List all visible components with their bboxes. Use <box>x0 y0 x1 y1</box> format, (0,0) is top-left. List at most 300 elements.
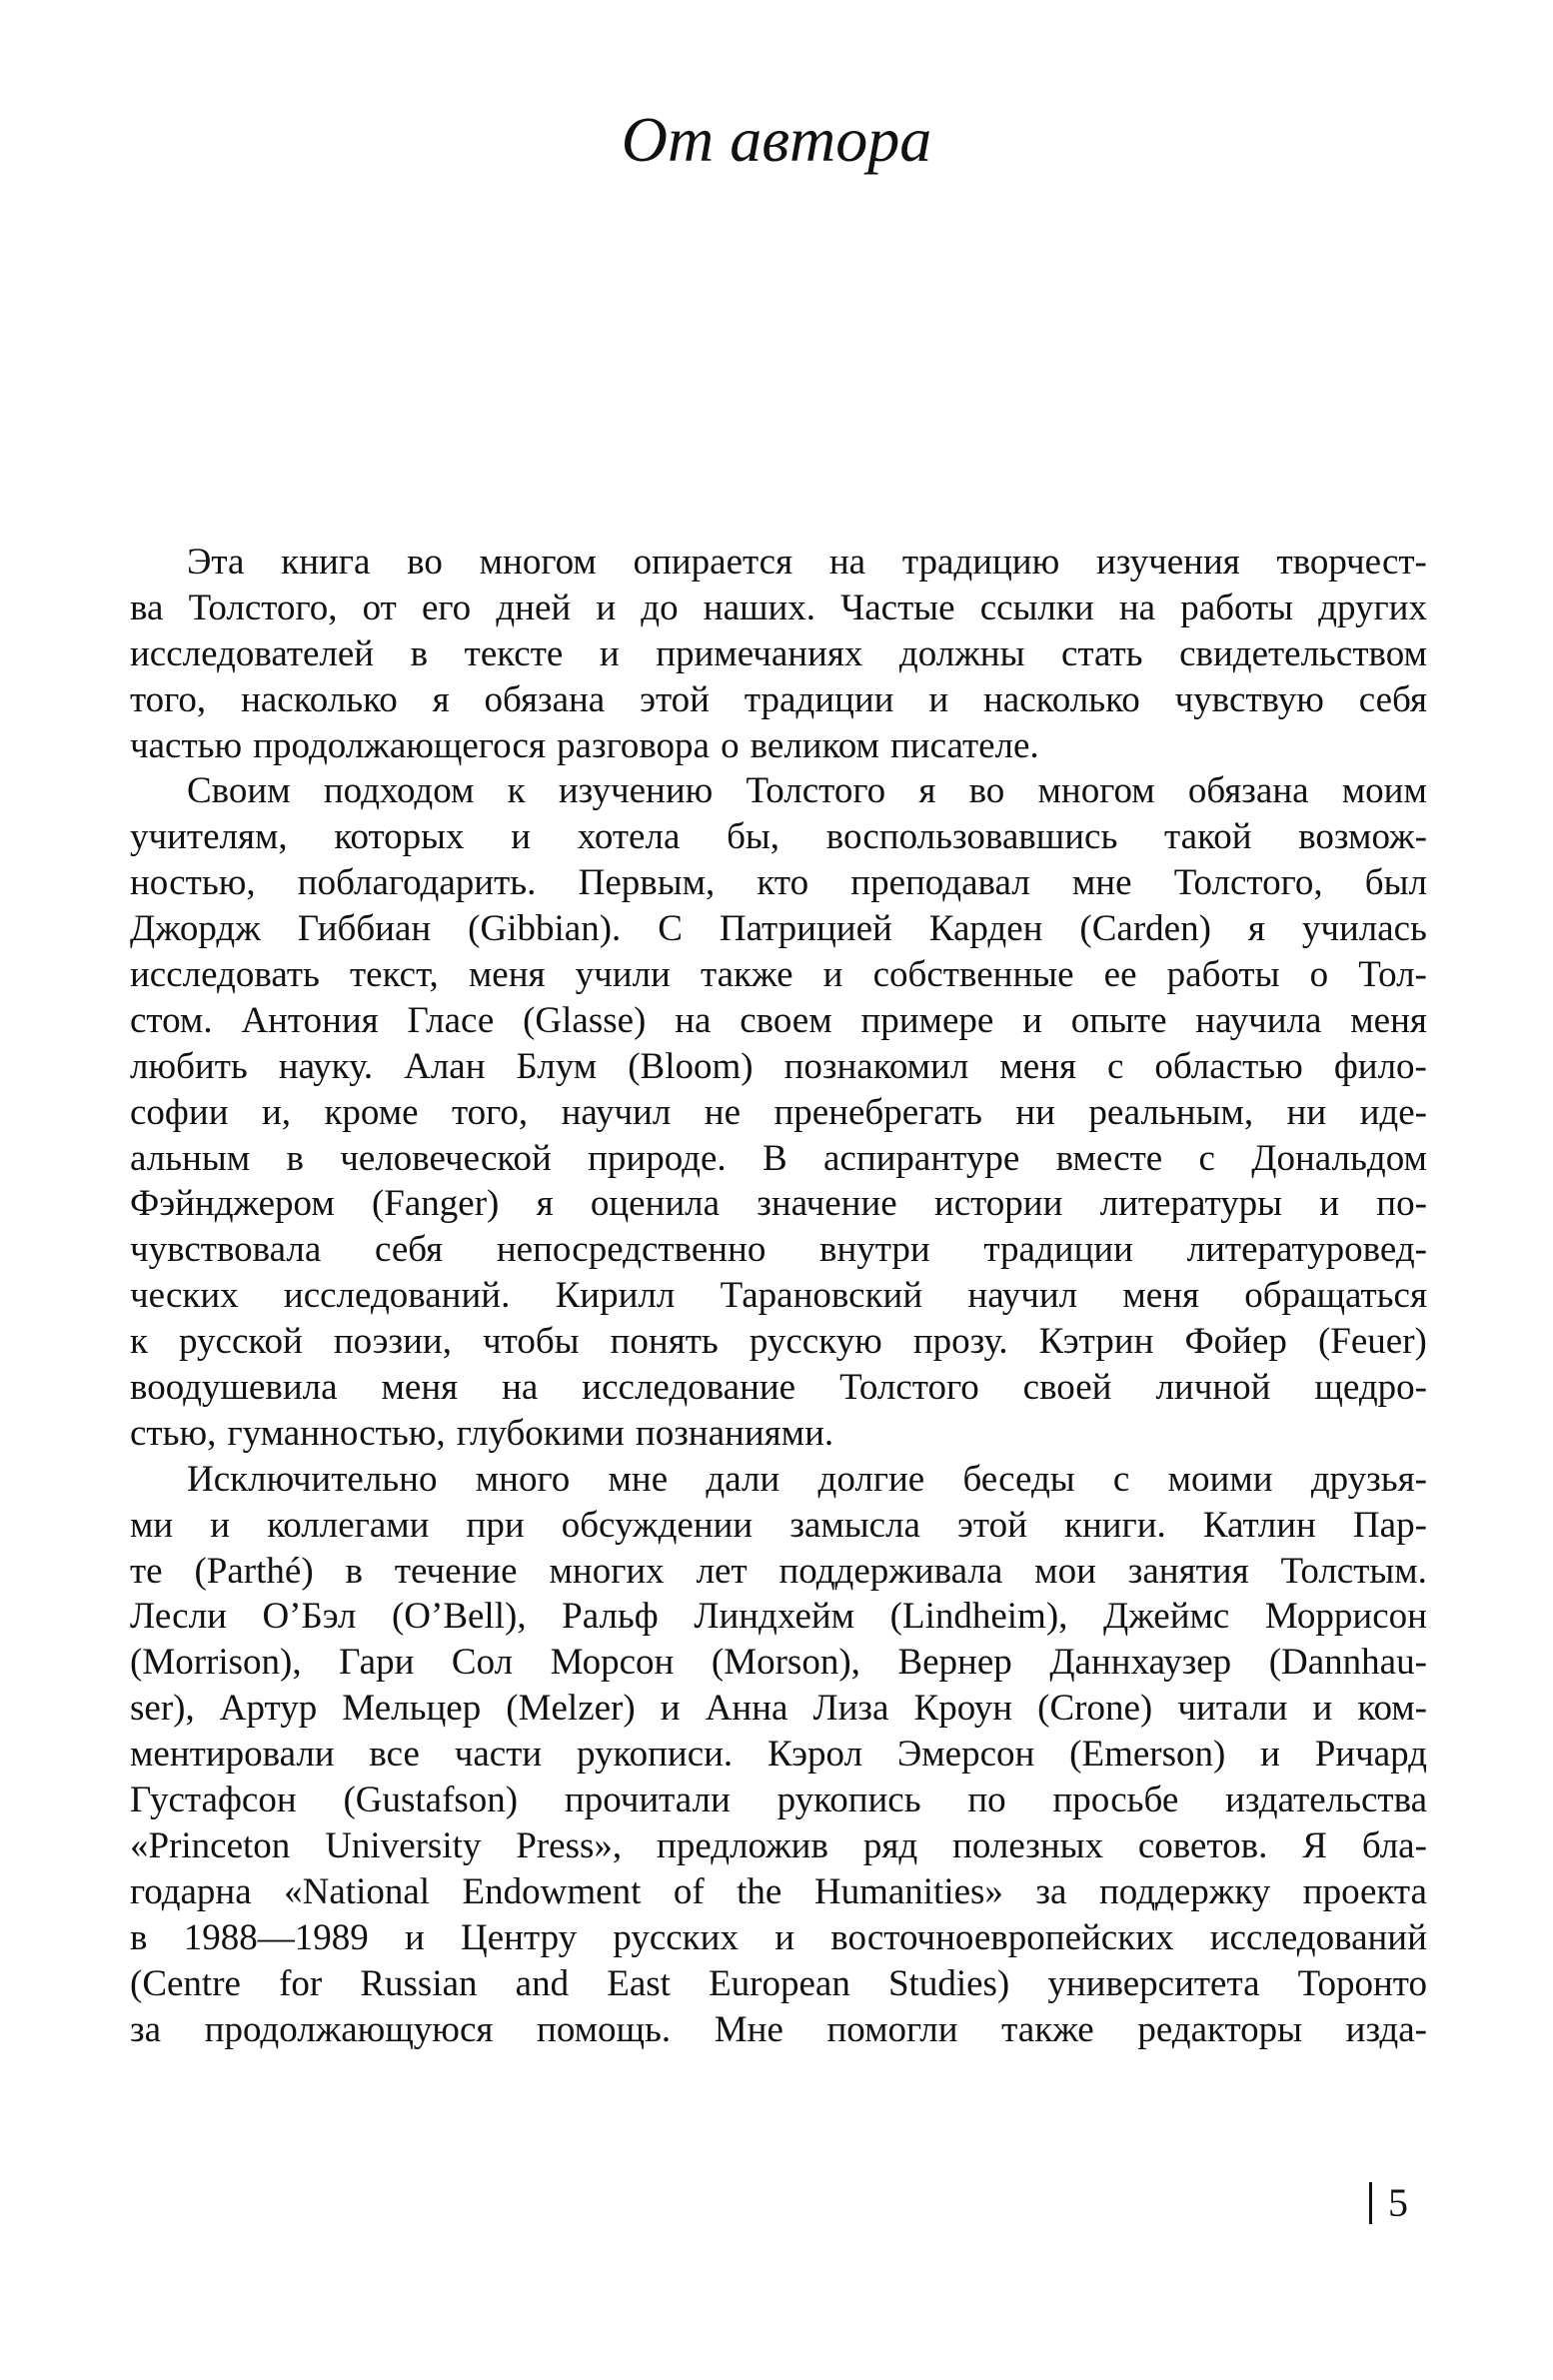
word: замысла <box>789 1504 920 1546</box>
word: иде- <box>1359 1091 1427 1133</box>
word: обязана <box>1187 770 1309 812</box>
word: дней <box>496 587 572 628</box>
word: «Princeton <box>130 1824 291 1866</box>
word: частью <box>130 724 243 766</box>
word: фило- <box>1333 1045 1427 1087</box>
word: European <box>709 1962 850 2004</box>
text-line <box>130 1549 1427 1595</box>
word: С <box>658 908 683 950</box>
text-line <box>130 1823 1427 1869</box>
word: его <box>421 587 472 628</box>
word: по- <box>1376 1183 1427 1225</box>
word: Фойер <box>1184 1321 1287 1363</box>
word: Артур <box>219 1688 318 1730</box>
word: Лесли <box>130 1596 227 1638</box>
word: те <box>130 1550 163 1592</box>
word: и <box>1260 1734 1280 1776</box>
word: значение <box>757 1183 897 1225</box>
word: течение <box>394 1550 518 1592</box>
word: чувствую <box>1174 678 1324 720</box>
word: East <box>607 1962 671 2004</box>
word: исследование <box>582 1367 796 1409</box>
word: также <box>1001 2008 1094 2050</box>
word: ссылки <box>979 587 1094 628</box>
word: наших. <box>703 587 816 628</box>
word: бы, <box>727 816 780 858</box>
word: на <box>502 1367 539 1409</box>
word: того, <box>451 1091 529 1133</box>
word: в <box>130 1916 148 1958</box>
text-line <box>130 1915 1427 1961</box>
text-line <box>130 631 1427 677</box>
word: (Morson), <box>711 1642 860 1684</box>
text-line <box>130 952 1427 998</box>
word: Endowment <box>462 1870 642 1912</box>
word: о <box>721 724 740 766</box>
text-line <box>130 1640 1427 1686</box>
word: насколько <box>241 678 398 720</box>
word: (Gustafson) <box>343 1780 519 1821</box>
word: (Dannhau- <box>1268 1642 1427 1684</box>
word: Антония <box>241 999 379 1041</box>
word: книга <box>281 542 371 583</box>
word: книги. <box>1063 1504 1166 1546</box>
word: и <box>210 1504 231 1546</box>
word: (O’Bell), <box>391 1596 527 1638</box>
word: науку. <box>278 1045 374 1087</box>
word: мне <box>608 1458 669 1500</box>
word: и <box>775 1916 794 1958</box>
word: поблагодарить. <box>297 862 537 904</box>
word: русскую <box>749 1321 882 1363</box>
word: о <box>1309 954 1329 996</box>
word: писателе. <box>890 724 1039 766</box>
word: во <box>968 770 1005 812</box>
word: Линдхейм <box>694 1596 855 1638</box>
word: Карден <box>928 908 1043 950</box>
word: в <box>410 632 429 674</box>
word: Алан <box>404 1045 486 1087</box>
word: мне <box>1071 862 1132 904</box>
word: University <box>325 1824 482 1866</box>
word: на <box>828 542 866 583</box>
word: обращаться <box>1244 1275 1427 1317</box>
word: Вернер <box>897 1642 1012 1684</box>
word: во <box>407 542 443 583</box>
word: предложив <box>657 1824 828 1866</box>
word: Толстым. <box>1280 1550 1427 1592</box>
word: аспирантуре <box>822 1137 1020 1179</box>
word: истории <box>933 1183 1063 1225</box>
text-line <box>130 1457 1427 1503</box>
word: хотела <box>577 816 681 858</box>
text-line <box>130 768 1427 814</box>
word: Кэтрин <box>1038 1321 1154 1363</box>
word: альным <box>130 1137 251 1179</box>
word: кроме <box>324 1091 419 1133</box>
word: рукопись <box>776 1780 921 1821</box>
word: природе. <box>588 1137 727 1179</box>
word: много <box>475 1458 571 1500</box>
text-line <box>130 586 1427 631</box>
word: ни <box>1286 1091 1327 1133</box>
word: Толстого <box>746 770 886 812</box>
word: по <box>967 1780 1006 1821</box>
word: возмож- <box>1298 816 1427 858</box>
word: моими <box>1167 1458 1273 1500</box>
word: (Carden) <box>1079 908 1211 950</box>
word: помогли <box>826 2008 958 2050</box>
word: областью <box>1154 1045 1303 1087</box>
word: Центру <box>461 1916 578 1958</box>
word: изучению <box>558 770 714 812</box>
word: ser), <box>130 1688 195 1730</box>
word: (Crone) <box>1037 1688 1153 1730</box>
word: мои <box>1034 1550 1096 1592</box>
word: части <box>454 1734 543 1776</box>
word: Кирилл <box>555 1275 676 1317</box>
word: Press», <box>516 1824 623 1866</box>
word: насколько <box>983 678 1140 720</box>
word: Russian <box>360 1962 478 2004</box>
word: бла- <box>1361 1824 1427 1866</box>
word: (Fanger) <box>371 1183 500 1225</box>
text-line <box>130 1273 1427 1319</box>
word: Толстого, <box>188 587 338 628</box>
word: примечаниях <box>656 632 863 674</box>
word: (Morrison), <box>130 1642 302 1684</box>
word: Фэйнджером <box>130 1183 335 1225</box>
word: и <box>1022 999 1042 1041</box>
word: Сол <box>451 1642 514 1684</box>
word: занятия <box>1127 1550 1249 1592</box>
word: чтобы <box>483 1321 580 1363</box>
word: других <box>1318 587 1427 628</box>
word: Густафсон <box>130 1780 297 1821</box>
word: Humanities» <box>813 1870 1003 1912</box>
word: традицию <box>901 542 1060 583</box>
word: опыте <box>1070 999 1167 1041</box>
word: русской <box>179 1321 303 1363</box>
word: реальным, <box>1088 1091 1254 1133</box>
text-line <box>130 814 1427 860</box>
word: и <box>596 587 617 628</box>
word: друзья- <box>1310 1458 1427 1500</box>
text-line <box>130 1503 1427 1549</box>
word: ни <box>1015 1091 1055 1133</box>
word: с <box>1106 1045 1124 1087</box>
word: этой <box>640 678 710 720</box>
word: разговора <box>557 724 710 766</box>
word: и <box>660 1688 681 1730</box>
word: на <box>1118 587 1156 628</box>
word: Тол- <box>1358 954 1427 996</box>
word: понять <box>610 1321 719 1363</box>
word: традиции <box>744 678 894 720</box>
word: (Feuer) <box>1317 1321 1427 1363</box>
word: for <box>279 1962 323 2004</box>
word: работы <box>1166 954 1280 996</box>
word: Ральф <box>562 1596 659 1638</box>
word: (Lindheim), <box>889 1596 1068 1638</box>
word: своей <box>1022 1367 1112 1409</box>
text-line <box>130 677 1427 723</box>
word: (Emerson) <box>1069 1734 1226 1776</box>
word: исследований. <box>283 1275 511 1317</box>
word: опирается <box>633 542 793 583</box>
word: поэзии, <box>333 1321 452 1363</box>
text-line <box>130 1869 1427 1915</box>
text-line <box>130 1686 1427 1732</box>
page-number-value: 5 <box>1388 2180 1408 2225</box>
word: (Centre <box>130 1962 241 2004</box>
text-line <box>130 1136 1427 1182</box>
word: (Gibbian). <box>468 908 622 950</box>
word: многом <box>479 542 597 583</box>
text-line <box>130 1365 1427 1411</box>
text-line <box>130 1961 1427 2007</box>
word: такой <box>1164 816 1252 858</box>
word: Джеймс <box>1102 1596 1230 1638</box>
word: Мне <box>714 2008 783 2050</box>
word: ческих <box>130 1275 239 1317</box>
word: от <box>362 587 397 628</box>
word: ва <box>130 587 164 628</box>
word: Анна <box>705 1688 788 1730</box>
text-line <box>130 1732 1427 1778</box>
word: воодушевила <box>130 1367 338 1409</box>
word: за <box>130 2008 162 2050</box>
word: the <box>737 1870 782 1912</box>
word: Лиза <box>812 1688 889 1730</box>
word: я <box>536 1183 554 1225</box>
word: Пар- <box>1352 1504 1427 1546</box>
text-line <box>130 1594 1427 1640</box>
word: Studies) <box>887 1962 1010 2004</box>
word: и <box>511 816 532 858</box>
word: Я <box>1302 1824 1327 1866</box>
word: русских <box>613 1916 739 1958</box>
word: себя <box>1358 678 1427 720</box>
word: восточноевропейских <box>830 1916 1174 1958</box>
word: не <box>704 1091 741 1133</box>
word: и <box>822 954 843 996</box>
text-line <box>130 540 1427 586</box>
word: работы <box>1180 587 1293 628</box>
word: в <box>345 1550 363 1592</box>
word: беседы <box>962 1458 1075 1500</box>
word: кто <box>757 862 809 904</box>
word: воспользовавшись <box>825 816 1118 858</box>
word: должны <box>898 632 1025 674</box>
word: Джордж <box>130 908 261 950</box>
word: исследовать <box>130 954 320 996</box>
word: себя <box>374 1229 444 1271</box>
word: Катлин <box>1202 1504 1316 1546</box>
word: меня <box>1350 999 1427 1041</box>
word: многом <box>1037 770 1155 812</box>
word: прочитали <box>564 1780 731 1821</box>
word: творчест- <box>1276 542 1427 583</box>
word: Блум <box>516 1045 598 1087</box>
word: (Bloom) <box>628 1045 754 1087</box>
word: училась <box>1301 908 1427 950</box>
word: ряд <box>862 1824 918 1866</box>
word: дали <box>706 1458 780 1500</box>
text-line <box>130 1181 1427 1227</box>
word: личной <box>1155 1367 1271 1409</box>
word: ком- <box>1357 1688 1427 1730</box>
text-line <box>130 906 1427 952</box>
word: научил <box>561 1091 672 1133</box>
word: стать <box>1060 632 1143 674</box>
word: пренебрегать <box>774 1091 982 1133</box>
word: Патрицией <box>719 908 892 950</box>
word: гуманностью, <box>227 1412 446 1454</box>
word: Толстого, <box>1173 862 1323 904</box>
word: также <box>701 954 793 996</box>
body-text <box>130 540 1427 2052</box>
word: литературы <box>1099 1183 1283 1225</box>
text-line <box>130 1227 1427 1273</box>
word: и, <box>261 1091 291 1133</box>
word: Первым, <box>578 862 716 904</box>
word: на <box>675 999 712 1041</box>
word: и <box>928 678 949 720</box>
word: Тарановский <box>720 1275 923 1317</box>
word: (Parthé) <box>194 1550 314 1592</box>
word: моим <box>1341 770 1427 812</box>
text-line <box>130 860 1427 906</box>
word: великом <box>750 724 879 766</box>
word: этой <box>957 1504 1027 1546</box>
word: Эта <box>187 542 245 583</box>
word: ментировали <box>130 1734 335 1776</box>
word: преподавал <box>850 862 1030 904</box>
word: коллегами <box>267 1504 430 1546</box>
word: щедро- <box>1314 1367 1427 1409</box>
word: текст, <box>350 954 439 996</box>
word: Ричард <box>1314 1734 1427 1776</box>
word: познакомил <box>783 1045 969 1087</box>
word: примере <box>860 999 994 1041</box>
word: Гласе <box>407 999 495 1041</box>
word: продолжающегося <box>253 724 546 766</box>
word: Морсон <box>550 1642 675 1684</box>
word: of <box>673 1870 705 1912</box>
word: Кроун <box>913 1688 1013 1730</box>
word: был <box>1364 862 1427 904</box>
word: Кэрол <box>767 1734 863 1776</box>
word: учили <box>575 954 671 996</box>
text-line <box>130 2007 1427 2053</box>
word: я <box>1247 908 1265 950</box>
word: помощь. <box>537 2008 672 2050</box>
word: непосредственно <box>496 1229 767 1271</box>
word: Исключительно <box>187 1458 438 1500</box>
word: литературовед- <box>1186 1229 1427 1271</box>
word: университета <box>1047 1962 1260 2004</box>
word: Торонто <box>1297 1962 1427 2004</box>
text-line <box>130 998 1427 1044</box>
word: я <box>918 770 936 812</box>
word: Своим <box>187 770 291 812</box>
word: продолжающуюся <box>204 2008 494 2050</box>
word: научил <box>967 1275 1078 1317</box>
word: меня <box>468 954 546 996</box>
word: Толстого <box>839 1367 979 1409</box>
word: и <box>1319 1183 1340 1225</box>
word: Даннхаузер <box>1049 1642 1232 1684</box>
word: и <box>404 1916 425 1958</box>
word: многих <box>549 1550 665 1592</box>
word: и <box>1312 1688 1333 1730</box>
word: ее <box>1103 954 1137 996</box>
word: и <box>599 632 620 674</box>
word: Дональдом <box>1251 1137 1427 1179</box>
word: ностью, <box>130 862 256 904</box>
word: полезных <box>952 1824 1103 1866</box>
word: Частые <box>840 587 955 628</box>
word: изучения <box>1096 542 1240 583</box>
word: до <box>641 587 679 628</box>
word: в <box>286 1137 304 1179</box>
word: подходом <box>323 770 475 812</box>
word: стом. <box>130 999 213 1041</box>
word: проекта <box>1302 1870 1427 1912</box>
word: В <box>762 1137 787 1179</box>
word: О’Бэл <box>262 1596 357 1638</box>
word: я <box>432 678 450 720</box>
page-number <box>1369 2178 1408 2228</box>
word: «National <box>284 1870 431 1912</box>
word: (Melzer) <box>506 1688 636 1730</box>
word: советов. <box>1137 1824 1268 1866</box>
word: and <box>515 1962 570 2004</box>
text-line <box>130 1319 1427 1365</box>
word: прозу. <box>912 1321 1008 1363</box>
word: 1988—1989 <box>183 1916 369 1958</box>
word: ми <box>130 1504 174 1546</box>
word: меня <box>1122 1275 1200 1317</box>
page-title: От автора <box>621 104 932 175</box>
word: изда- <box>1345 2008 1427 2050</box>
word: (Glasse) <box>523 999 647 1041</box>
word: учителям, <box>130 816 288 858</box>
word: традиции <box>983 1229 1133 1271</box>
text-line <box>130 723 1427 769</box>
word: которых <box>334 816 465 858</box>
word: Моррисон <box>1264 1596 1427 1638</box>
word: внутри <box>819 1229 930 1271</box>
word: просьбе <box>1052 1780 1179 1821</box>
word: исследований <box>1209 1916 1427 1958</box>
word: стью, <box>130 1412 217 1454</box>
text-line <box>130 1411 1427 1457</box>
word: с <box>1198 1137 1215 1179</box>
word: долгие <box>817 1458 925 1500</box>
word: обсуждении <box>561 1504 754 1546</box>
word: годарна <box>130 1870 252 1912</box>
word: рукописи. <box>577 1734 734 1776</box>
word: Эмерсон <box>896 1734 1035 1776</box>
word: обязана <box>484 678 606 720</box>
word: научила <box>1195 999 1322 1041</box>
word: оценила <box>590 1183 721 1225</box>
word: Гиббиан <box>297 908 432 950</box>
page-number-divider <box>1369 2182 1372 2224</box>
word: чувствовала <box>130 1229 322 1271</box>
